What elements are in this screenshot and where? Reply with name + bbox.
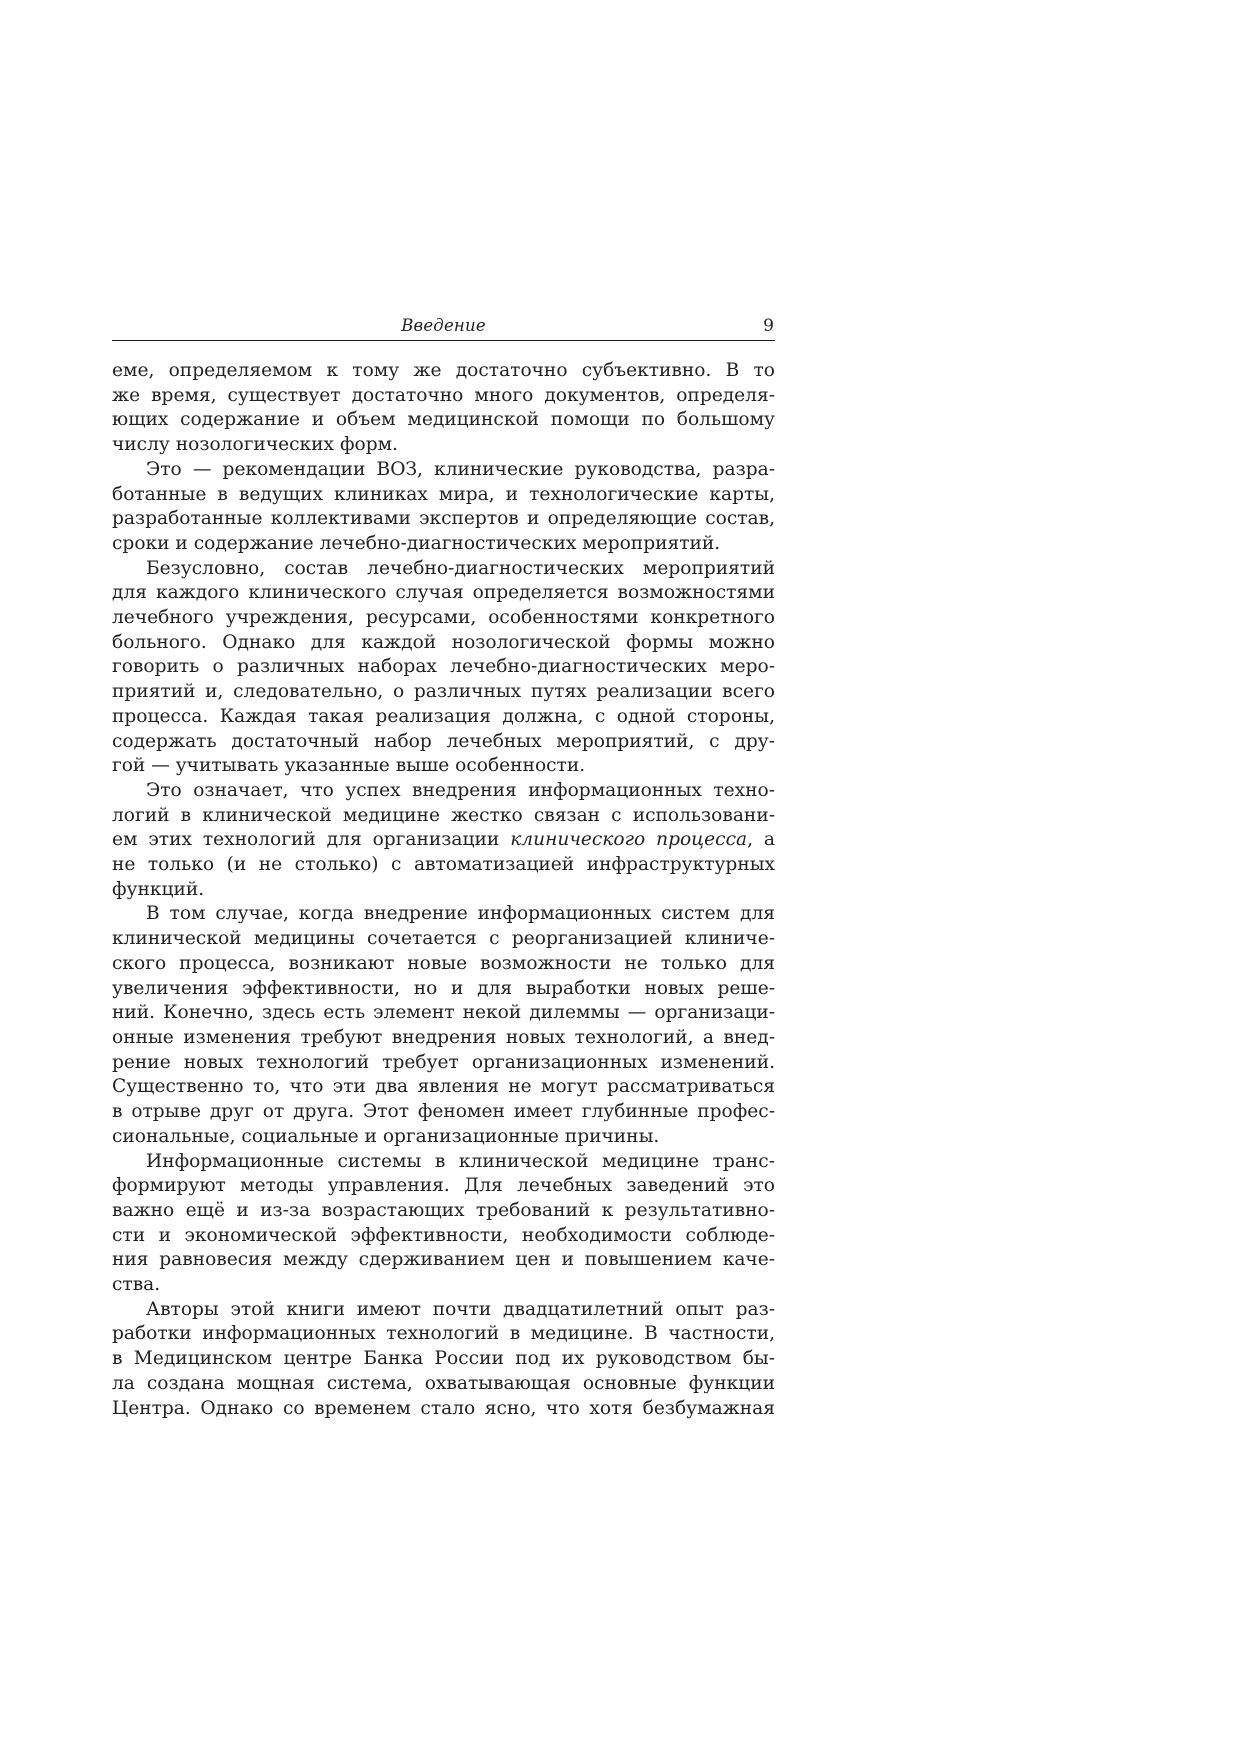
text-line: онные изменения требуют внедрения новых технологий, а внед- — [112, 1026, 775, 1048]
body-text — [112, 359, 775, 1421]
text-line: Центра. Однако со временем стало ясно, что хотя безбумажная — [112, 1397, 775, 1419]
running-title: Введение — [401, 316, 486, 335]
text-line: содержать достаточный набор лечебных мероприятий, с дру- — [112, 730, 775, 752]
text-line: увеличения эффективности, но и для выработки новых реше- — [112, 977, 775, 999]
text-line: Существенно то, что эти два явления не могут рассматриваться — [112, 1076, 775, 1098]
text-line: числу нозологических форм. — [112, 434, 398, 456]
text-line: ний. Конечно, здесь есть элемент некой дилеммы — организаци- — [112, 1002, 775, 1024]
text-line: говорить о различных наборах лечебно-диагностических меро- — [112, 656, 775, 678]
text-line: ния равновесия между сдерживанием цен и повышением каче- — [112, 1249, 775, 1271]
text-line: Это — рекомендации ВОЗ, клинические руководства, разра- — [146, 458, 775, 480]
text-line: клинической медицины сочетается с реорганизацией клиниче- — [112, 928, 775, 950]
text-line: логий в клинической медицине жестко связан с использовани- — [112, 804, 775, 826]
text-line: еме, определяемом к тому же достаточно субъективно. В то — [112, 360, 775, 381]
emphasized-term: клинического процесса — [510, 829, 748, 851]
text-line: функций. — [112, 878, 205, 900]
text-line: сиональные, социальные и организационные причины. — [112, 1125, 660, 1147]
text-line: Информационные системы в клинической медицине транс- — [146, 1150, 775, 1172]
text-line: гой — учитывать указанные выше особенности. — [112, 755, 586, 777]
text-line: сти и экономической эффективности, необходимости соблюде- — [112, 1224, 775, 1246]
text-line: ющих содержание и объем медицинской помощи по большому — [112, 409, 775, 431]
text-line: в отрыве друг от друга. Этот феномен имеет глубинные профес- — [112, 1101, 775, 1123]
text-segment: ем этих технологий для организации — [112, 829, 511, 851]
text-line: Это означает, что успех внедрения информационных техно- — [146, 779, 775, 801]
text-line: ства. — [112, 1274, 161, 1296]
text-line: В том случае, когда внедрение информационных систем для — [146, 903, 775, 925]
text-line: процесса. Каждая такая реализация должна, с одной стороны, — [112, 705, 775, 727]
text-line: ского процесса, возникают новые возможности не только для — [112, 952, 775, 974]
text-line: не только (и не столько) с автоматизацией инфраструктурных — [112, 854, 775, 876]
text-line: Безусловно, состав лечебно-диагностических мероприятий — [146, 557, 775, 579]
running-header — [112, 314, 775, 341]
text-line: формируют методы управления. Для лечебных заведений это — [112, 1175, 775, 1197]
text-line: ла создана мощная система, охватывающая основные функции — [112, 1372, 775, 1394]
text-line: больного. Однако для каждой нозологической формы можно — [112, 631, 775, 653]
text-line-with-emphasis — [112, 828, 775, 853]
text-line: лечебного учреждения, ресурсами, особенностями конкретного — [112, 607, 775, 629]
text-line: приятий и, следовательно, о различных путях реализации всего — [112, 681, 775, 703]
text-line: рение новых технологий требует организационных изменений. — [112, 1051, 775, 1073]
text-line: работки информационных технологий в медицине. В частности, — [112, 1323, 775, 1345]
text-line: же время, существует достаточно много документов, определя- — [112, 384, 775, 406]
text-line: разработанные коллективами экспертов и определяющие состав, — [112, 508, 775, 530]
text-line: сроки и содержание лечебно-диагностических мероприятий. — [112, 532, 721, 554]
text-line: в Медицинском центре Банка России под их руководством бы- — [112, 1348, 775, 1370]
text-segment: , а — [747, 829, 775, 851]
text-line: важно ещё и из-за возрастающих требований к результативно- — [112, 1199, 775, 1221]
page-number: 9 — [763, 316, 774, 336]
text-line: Авторы этой книги имеют почти двадцатилетний опыт раз- — [146, 1298, 775, 1320]
text-line: ботанные в ведущих клиниках мира, и технологические карты, — [112, 483, 775, 505]
text-line: для каждого клинического случая определяется возможностями — [112, 582, 775, 604]
